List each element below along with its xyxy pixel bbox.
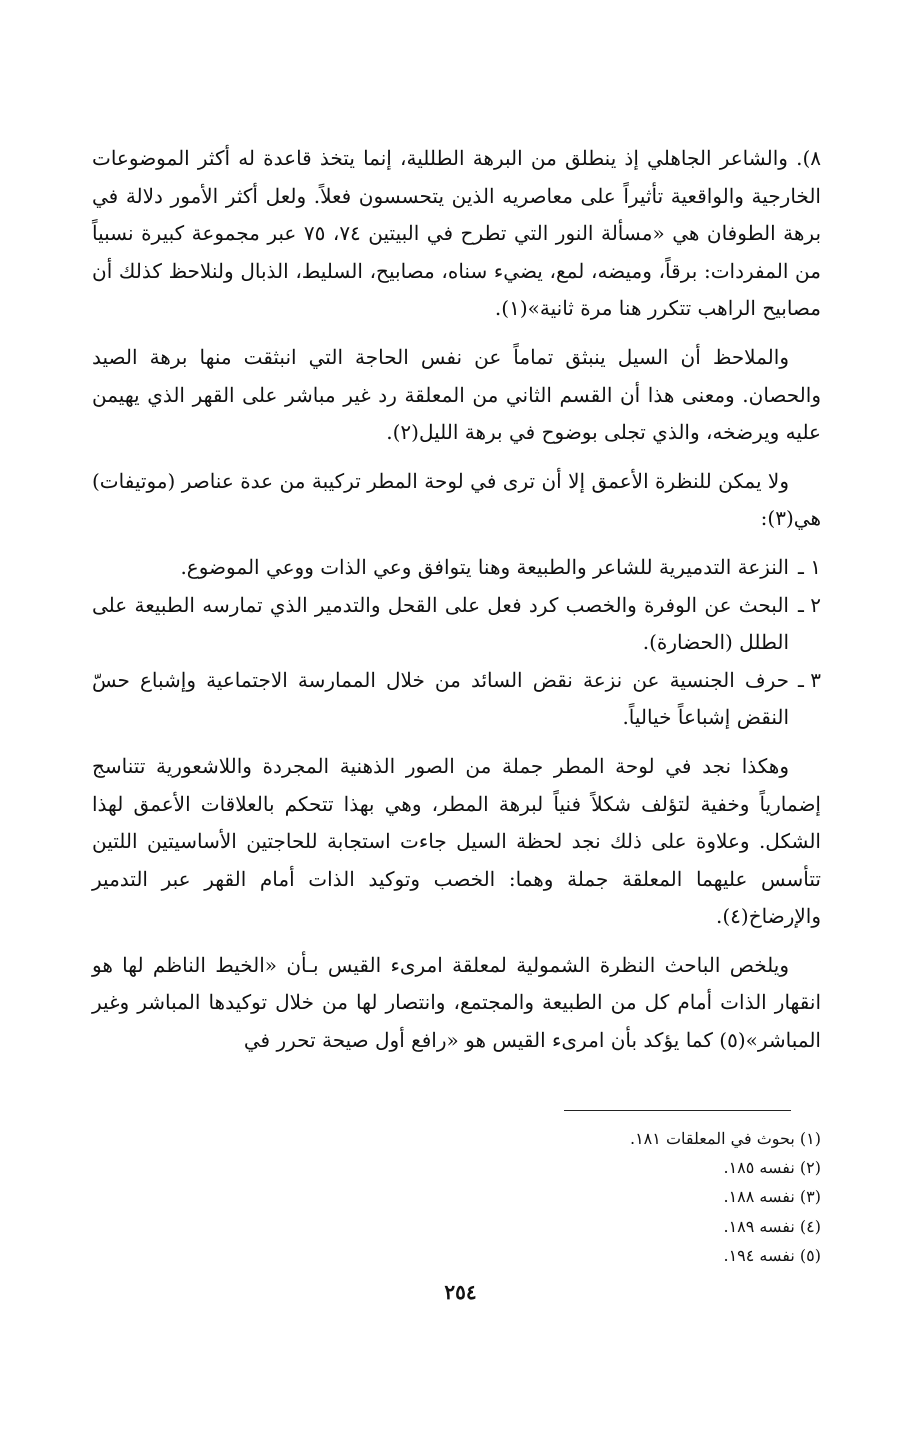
list-number: ١ ـ [798, 554, 821, 579]
paragraph-5: ويلخص الباحث النظرة الشمولية لمعلقة امرىء القيس بـأن «الخيط الناظم لها هو انقهار الذات أمام كل من الطبيعة والمجتمع، وانتصار لها من خلال توكيدها المباشر وغير المباشر»(٥) كما يؤكد بأن امرىء القيس هو «رافع أول صيحة تحرر في [92, 952, 821, 1053]
paragraph-4: وهكذا نجد في لوحة المطر جملة من الصور الذهنية المجردة واللاشعورية تتناسج إضمارياً وخفية لتؤلف شكلاً فنياً لبرهة المطر، وهي بهذا تتحكم بالعلاقات الأعمق لهذا الشكل. وعلاوة على ذلك نجد لحظة السيل جاءت استجابة للحاجتين الأساسيتين اللتين تتأسس عليهما المعلقة جملة وهما: الخصب وتوكيد الذات أمام القهر عبر التدمير والإرضاخ(٤). [92, 753, 821, 929]
list-item-3 [92, 662, 821, 737]
list-item-2 [92, 587, 821, 662]
paragraph-2: والملاحظ أن السيل ينبثق تماماً عن نفس الحاجة التي انبثقت منها برهة الصيد والحصان. ومعنى هذا أن القسم الثاني من المعلقة رد غير مباشر على القهر الذي يهيمن عليه ويرضخه، والذي تجلى بوضوح في برهة الليل(٢). [92, 344, 821, 445]
page-number: ٢٥٤ [444, 1280, 477, 1304]
footnote-2: (٢) نفسه ١٨٥. [723, 1158, 821, 1178]
list-item-1 [92, 549, 821, 587]
footnote-3: (٣) نفسه ١٨٨. [723, 1187, 821, 1207]
list-number: ٣ ـ [798, 667, 821, 692]
list-number: ٢ ـ [798, 592, 821, 617]
list-text: النزعة التدميرية للشاعر والطبيعة وهنا يتوافق وعي الذات ووعي الموضوع. [180, 554, 789, 579]
paragraph-1: ٨). والشاعر الجاهلي إذ ينطلق من البرهة الطللية، إنما يتخذ قاعدة له أكثر الموضوعات الخارجية والواقعية تأثيراً على معاصريه الذين يتحسسون فعلاً. ولعل أكثر الأمور دلالة في برهة الطوفان هي «مسألة النور التي تطرح في البيتين ٧٤، ٧٥ عبر مجموعة كبيرة نسبياً من المفردات: برقاً، وميضه، لمع، يضيء سناه، مصابيح، السليط، الذبال ولنلاحظ كذلك أن مصابيح الراهب تتكرر هنا مرة ثانية»(١). [92, 146, 822, 321]
footnote-5: (٥) نفسه ١٩٤. [723, 1245, 821, 1265]
body-text [92, 140, 821, 1060]
footnote-4: (٤) نفسه ١٨٩. [723, 1216, 821, 1236]
list-text: حرف الجنسية عن نزعة نقض السائد من خلال الممارسة الاجتماعية وإشباع حسّ النقض إشباعاً خيالياً. [92, 667, 789, 730]
footnote-separator [564, 1110, 791, 1111]
list-text: البحث عن الوفرة والخصب كرد فعل على القحل والتدمير الذي تمارسه الطبيعة على الطلل (الحضارة). [92, 592, 789, 655]
footnote-1: (١) بحوث في المعلقات ١٨١. [629, 1129, 821, 1148]
paragraph-3: ولا يمكن للنظرة الأعمق إلا أن ترى في لوحة المطر تركيبة من عدة عناصر (موتيفات) هي(٣): [92, 468, 821, 531]
footnotes [421, 1124, 821, 1270]
